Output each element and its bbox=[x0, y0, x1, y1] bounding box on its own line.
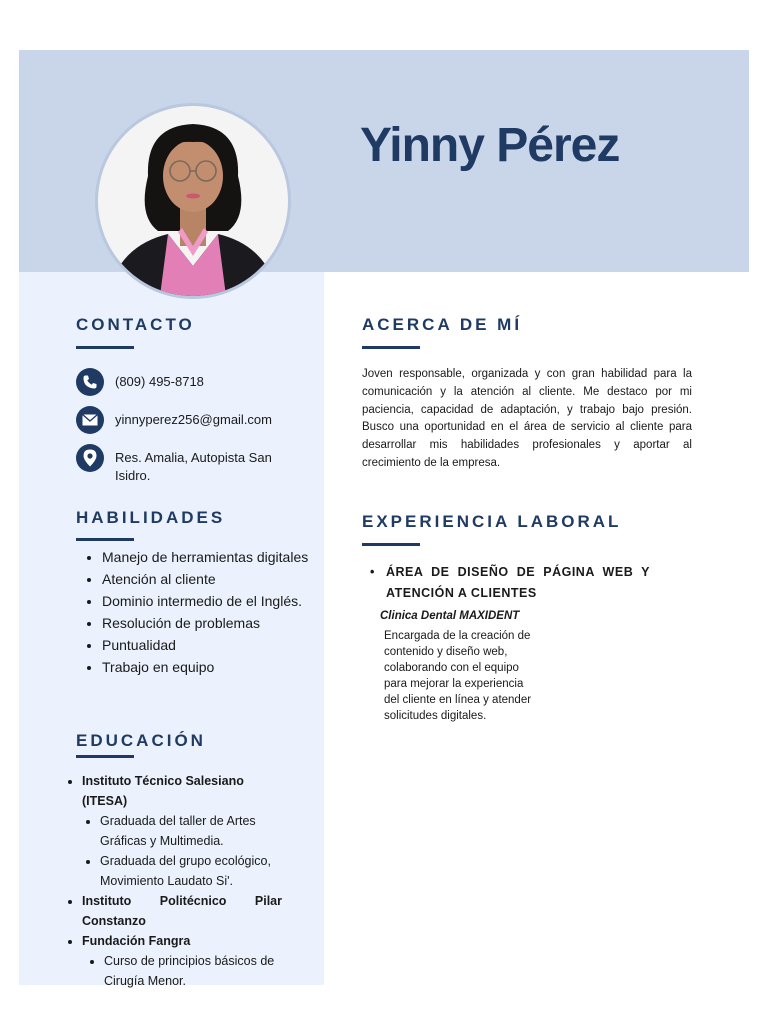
contact-email-row bbox=[76, 406, 272, 434]
skill-item: • Dominio intermedio de el Inglés. bbox=[102, 590, 312, 612]
job-company: Clinica Dental MAXIDENT bbox=[380, 610, 520, 622]
skill-item: • Atención al cliente bbox=[102, 568, 312, 590]
education-detail: • Curso de principios básicos de Cirugía Menor. bbox=[104, 951, 282, 991]
about-title-rule bbox=[362, 346, 420, 349]
skills-list bbox=[80, 546, 312, 678]
education-title-rule bbox=[76, 755, 134, 758]
contact-email: yinnyperez256@gmail.com bbox=[115, 412, 272, 427]
experience-title-rule bbox=[362, 543, 420, 546]
job-entry bbox=[370, 562, 650, 724]
envelope-icon bbox=[76, 406, 104, 434]
location-pin-icon bbox=[76, 444, 104, 472]
contact-address: Res. Amalia, Autopista San Isidro. bbox=[115, 450, 272, 483]
phone-icon bbox=[76, 368, 104, 396]
education-institution: • Instituto Politécnico Pilar Constanzo bbox=[82, 891, 282, 931]
contact-phone: (809) 495-8718 bbox=[115, 374, 204, 389]
about-text: Joven responsable, organizada y con gran habilidad para la comunicación y la atención al cliente. Me destaco por mi paciencia, capacidad de adaptación, y trabajo bajo presión. Busco una oportunidad en el área de servicio al cliente para desarrollar mis habilidades profesionales y aportar al crecimiento de la empresa. bbox=[362, 368, 692, 469]
skill-item: • Trabajo en equipo bbox=[102, 656, 312, 678]
profile-photo bbox=[98, 106, 288, 296]
skill-item: • Manejo de herramientas digitales bbox=[102, 546, 312, 568]
job-title: • ÁREA DE DISEÑO DE PÁGINA WEB Y ATENCIÓN A CLIENTES bbox=[370, 562, 650, 604]
experience-title: EXPERIENCIA LABORAL bbox=[362, 512, 622, 531]
contact-title: CONTACTO bbox=[76, 315, 195, 334]
person-name: Yinny Pérez bbox=[360, 119, 620, 172]
skills-title-rule bbox=[76, 538, 134, 541]
education-list bbox=[66, 771, 282, 991]
contact-title-rule bbox=[76, 346, 134, 349]
education-institution: • Instituto Técnico Salesiano (ITESA) bbox=[82, 771, 282, 811]
contact-address-row bbox=[76, 444, 285, 485]
job-description: Encargada de la creación de contenido y diseño web, colaborando con el equipo para mejorar la experiencia del cliente en línea y atender solicitudes digitales. bbox=[384, 630, 532, 722]
education-institution: • Fundación Fangra bbox=[82, 931, 282, 951]
contact-phone-row bbox=[76, 368, 204, 396]
education-detail: • Graduada del taller de Artes Gráficas y Multimedia. bbox=[100, 811, 282, 851]
skill-item: • Resolución de problemas bbox=[102, 612, 312, 634]
skill-item: • Puntualidad bbox=[102, 634, 312, 656]
skills-title: HABILIDADES bbox=[76, 508, 226, 527]
education-title: EDUCACIÓN bbox=[76, 731, 206, 750]
education-detail: • Graduada del grupo ecológico, Movimiento Laudato Si'. bbox=[100, 851, 282, 891]
about-title: ACERCA DE MÍ bbox=[362, 315, 523, 334]
